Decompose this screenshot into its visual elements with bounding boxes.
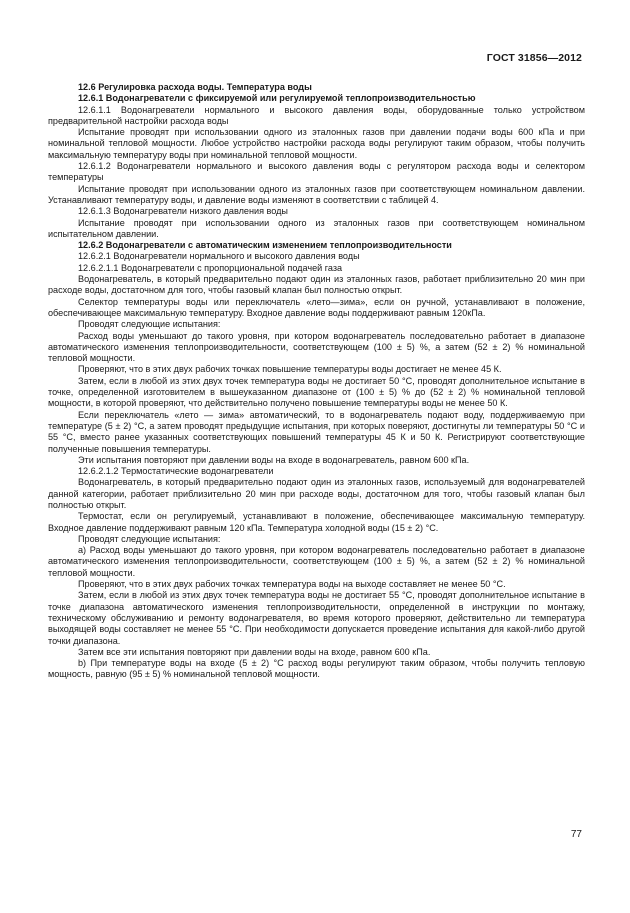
paragraph: Водонагреватель, в который предварительно подают один из эталонных газов, используемый для водонагревателей данной категории, работает приблизительно 20 мин при расходе воды, достаточном для того, чтобы газовый клапан был полностью открыт. xyxy=(48,477,585,510)
document-body xyxy=(48,82,585,681)
paragraph: Затем, если в любой из этих двух точек температура воды не достигает 50 °C, проводят дополнительное испытание в точке, определенной изготовителем в вышеуказанном диапазоне от (100 ± 5) % до (52 ± 2) % номинальной тепловой мощности, в которой проверяют, что действительно получено повышение температуры воды не менее 50 К. xyxy=(48,375,585,409)
section-heading: 12.6.2 Водонагреватели с автоматическим изменением теплопроизводительности xyxy=(78,240,452,251)
section-heading: 12.6 Регулировка расхода воды. Температура воды xyxy=(78,82,312,92)
paragraph: Проводят следующие испытания: xyxy=(78,533,221,544)
paragraph: Проверяют, что в этих двух рабочих точках температура воды на выходе составляет не менее 50 °C. xyxy=(78,579,506,590)
paragraph: Затем все эти испытания повторяют при давлении воды на входе, равном 600 кПа. xyxy=(78,646,431,657)
paragraph: Водонагреватель, в который предварительно подают один из эталонных газов, работает приблизительно 20 мин при расходе воды, достаточном для того, чтобы газовый клапан был полностью открыт. xyxy=(48,274,585,296)
paragraph: 12.6.2.1.2 Термостатические водонагреватели xyxy=(78,466,274,477)
paragraph: Эти испытания повторяют при давлении воды на входе в водонагреватель, равном 600 кПа. xyxy=(78,454,470,465)
page-number: 77 xyxy=(570,829,582,840)
document-id-header: ГОСТ 31856—2012 xyxy=(486,52,582,64)
paragraph: Проводят следующие испытания: xyxy=(78,319,221,330)
paragraph: Испытание проводят при использовании одного из эталонных газов при соответствующем номинальном испытательном давлении. xyxy=(48,217,585,239)
paragraph: Термостат, если он регулируемый, устанавливают в положение, обеспечивающее максимальную температуру. Входное давление поддерживают равным 120 кПа. Температура холодной воды (15 ± 2) °C. xyxy=(48,511,585,533)
paragraph: 12.6.1.1 Водонагреватели нормального и высокого давления воды, оборудованные только устройством предварительной настройки расхода воды xyxy=(48,104,585,126)
paragraph: 12.6.1.2 Водонагреватели нормального и высокого давления воды с регулятором расхода воды и селектором температуры xyxy=(48,161,585,183)
paragraph: Селектор температуры воды или переключатель «лето—зима», если он ручной, устанавливают в положение, обеспечивающее максимальную температуру. Входное давление воды поддерживают равным 120кПа. xyxy=(48,296,585,318)
section-heading: 12.6.1 Водонагреватели с фиксируемой или регулируемой теплопроизводительностью xyxy=(78,93,476,104)
paragraph: Проверяют, что в этих двух рабочих точках повышение температуры воды достигает не менее 45 К. xyxy=(78,364,502,375)
paragraph: Если переключатель «лето — зима» автоматический, то в водонагреватель подают воду, поддерживаемую при температуре (5 ± 2) °C, а затем проводят предыдущие испытания, при которых поверяют, достигнуты ли температуры 50 °C и 55 °C, вместо ранее указанных соответствующих повышений температуры 45 К и 50 К. Регистрируют соответствующие полученные повышения температуры. xyxy=(48,409,585,454)
paragraph: Затем, если в любой из этих двух точек температура воды не достигает 55 °C, проводят дополнительное испытание в точке диапазона автоматического изменения теплопроизводительности, определенной в инструкции по монтажу, техническому обслуживанию и ремонту водонагревателя, во время которого проверяют, действительно ли температура выходящей воды составляет не менее 55 °C. При необходимости допускается проведение испытания для какой-либо другой точки диапазона. xyxy=(48,590,585,646)
paragraph: 12.6.2.1.1 Водонагреватели с пропорциональной подачей газа xyxy=(78,262,343,273)
paragraph: b) При температуре воды на входе (5 ± 2) °C расход воды регулируют таким образом, чтобы получить тепловую мощность, равную (95 ± 5) % номинальной тепловой мощности. xyxy=(48,658,585,680)
paragraph: а) Расход воды уменьшают до такого уровня, при котором водонагреватель последовательно работает в диапазоне автоматического изменения теплопроизводительности, соответствующем (100 ± 5) %, а затем (52 ± 2) % номинальной тепловой мощности. xyxy=(48,545,585,578)
paragraph: Испытание проводят при использовании одного из эталонных газов при соответствующем номинальном давлении. Устанавливают температуру воды, и давление воды изменяют в соответствии с таблицей 4. xyxy=(48,183,585,205)
paragraph: Испытание проводят при использовании одного из эталонных газов при давлении подачи воды 600 кПа и при номинальной тепловой мощности. Любое устройство настройки расхода воды регулируют таким образом, чтобы получить максимальную температуру воды при номинальной тепловой мощности. xyxy=(48,127,585,160)
paragraph: 12.6.2.1 Водонагреватели нормального и высокого давления воды xyxy=(78,251,360,262)
paragraph: 12.6.1.3 Водонагреватели низкого давления воды xyxy=(78,206,288,217)
paragraph: Расход воды уменьшают до такого уровня, при котором водонагреватель последовательно работает в диапазоне автоматического изменения теплопроизводительности, соответствующем (100 ± 5) %, а затем (52 ± 2) % номинальной тепловой мощности. xyxy=(48,330,585,364)
